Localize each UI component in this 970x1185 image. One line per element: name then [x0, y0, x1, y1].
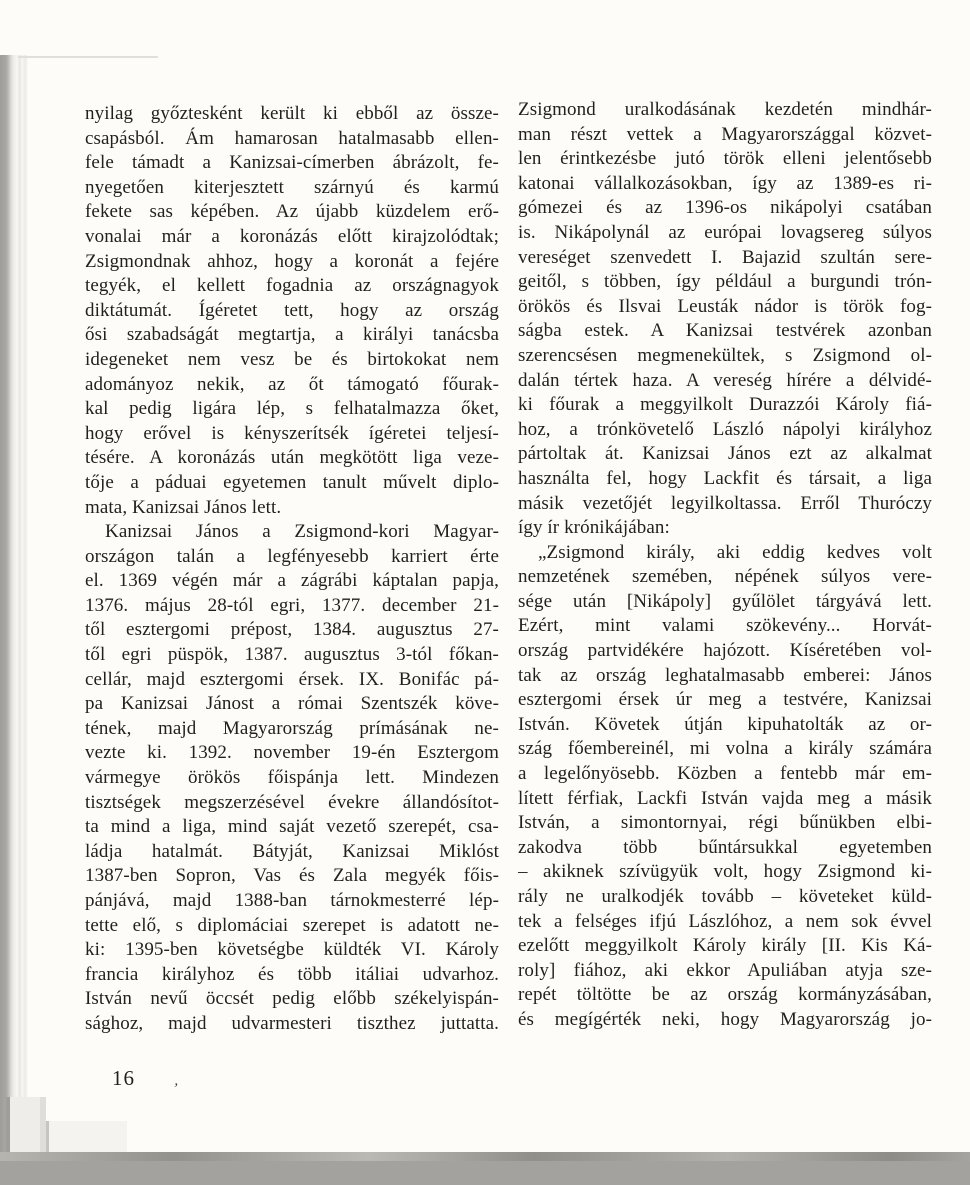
text-line: katonai vállalkozásokban, így az 1389-es ri- — [518, 172, 932, 194]
paragraph — [85, 520, 499, 1036]
page-number-value: 16 — [112, 1066, 135, 1090]
text-line: zakodva több bűntársukkal egyetemben — [518, 836, 932, 858]
text-line: repét töltötte be az ország kormányzásában, — [518, 984, 932, 1006]
text-line: hogy erővel is kényszerítsék ígéretei teljesí- — [85, 422, 499, 444]
text-line: ősi szabadságát megtartja, a királyi tanácsba — [85, 324, 499, 346]
text-line: kal pedig ligára lép, s felhatalmazza őket, — [85, 398, 499, 420]
text-line: ki: 1395-ben követségbe küldték VI. Károly — [85, 939, 499, 961]
book-left-page-edges — [0, 55, 28, 1155]
text-line: ezelőtt meggyilkolt Károly király [II. Kis Ká- — [518, 935, 932, 957]
text-line: tette elő, s diplomáciai szerepet is adatott ne- — [85, 914, 499, 936]
page-number-ink-mark: , — [173, 1072, 182, 1090]
paragraph — [518, 98, 932, 541]
text-line: tének, majd Magyarország prímásának ne- — [85, 717, 499, 739]
text-line: man részt vettek a Magyarországgal közvet- — [518, 123, 932, 145]
text-line: ta mind a liga, mind saját vezető szerepét, csa- — [85, 816, 499, 838]
text-line: másik vezetőjét legyilkoltassa. Erről Thuróczy — [518, 492, 932, 514]
text-line: fekete sas képében. Az újabb küzdelem erő- — [85, 201, 499, 223]
text-line: pa Kanizsai Jánost a római Szentszék köve- — [85, 693, 499, 715]
paragraph — [85, 102, 499, 520]
text-line: cellár, majd esztergomi érsek. IX. Bonifác pá- — [85, 668, 499, 690]
text-line: gómezei és az 1396-os nikápolyi csatában — [518, 197, 932, 219]
text-line: tésére. A koronázás után megkötött liga veze- — [85, 447, 499, 469]
text-line: tisztségek megszerzésével évekre állandósítot- — [85, 791, 499, 813]
text-line: szág főembereinél, mi volna a király számára — [518, 738, 932, 760]
page-bottom-edge — [0, 1152, 970, 1161]
text-line: István, a simontornyai, régi bűnükben elbi- — [518, 812, 932, 834]
text-line: tak az ország leghatalmasabb emberei: János — [518, 664, 932, 686]
text-line: adományoz nekik, az őt támogató főurak- — [85, 373, 499, 395]
text-line: rály ne uralkodjék tovább – követeket küld- — [518, 886, 932, 907]
text-line: Kanizsai János a Zsigmond-kori Magyar- — [105, 521, 499, 543]
text-line: diktátumát. Ígéretet tett, hogy az ország — [85, 299, 499, 321]
text-line: István nevű öccsét pedig előbb székelyispán- — [85, 988, 499, 1010]
text-line: Zsigmond uralkodásának kezdetén mindhár- — [518, 99, 932, 120]
text-line: ki főurak a meggyilkolt Durazzói Károly fiá- — [518, 394, 932, 416]
text-line: pártoltak át. Kanizsai János ezt az alkalmat — [518, 443, 932, 465]
text-line: szerencsésen megmenekültek, s Zsigmond ol- — [518, 344, 932, 366]
text-line: ország partvidékére hajózott. Kíséretében vol- — [518, 640, 932, 662]
text-line: fele támadt a Kanizsai-címerben ábrázolt, fe- — [85, 152, 499, 174]
text-line: tek a felséges ifjú Lászlóhoz, a nem sok évvel — [518, 910, 932, 932]
text-line: ságba estek. A Kanizsai testvérek azonban — [518, 320, 932, 342]
text-line: országon talán a legfényesebb karriert érte — [85, 545, 499, 567]
text-line: 1387-ben Sopron, Vas és Zala megyék főis- — [85, 865, 499, 887]
text-column-left — [85, 102, 499, 1037]
text-line: vezte ki. 1392. november 19-én Esztergom — [85, 742, 499, 764]
text-line: vonalai már a koronázás előtt kirajzolódtak; — [85, 225, 499, 247]
text-line: pánjává, majd 1388-ban tárnokmesterré lép- — [85, 890, 499, 911]
text-line: vereséget szenvedett I. Bajazid szultán sere- — [518, 246, 932, 268]
text-line: használta fel, hogy Lackfit és társait, a liga — [518, 467, 932, 489]
text-line: től egri püspök, 1387. augusztus 3-tól főkan- — [85, 644, 499, 666]
text-line: roly] fiához, aki ekkor Apuliában atyja sze- — [518, 959, 932, 981]
text-line: 1376. május 28-tól egri, 1377. december 21- — [85, 594, 499, 616]
text-line: „Zsigmond király, aki eddig kedves volt — [538, 541, 932, 563]
text-line: ládja hatalmát. Bátyját, Kanizsai Miklóst — [85, 840, 499, 862]
text-line: idegeneket nem vesz be és birtokokat nem — [85, 348, 499, 370]
text-line: francia királyhoz és több itáliai udvarhoz. — [85, 963, 499, 985]
text-line: geitől, s többen, így például a burgundi trón- — [518, 271, 932, 293]
page-number — [112, 1066, 180, 1091]
text-line: mata, Kanizsai János lett. — [85, 496, 282, 518]
text-line: Ezért, mint valami szökevény... Horvát- — [518, 615, 932, 637]
table-surface — [0, 1161, 970, 1185]
text-line: lített férfiak, Lackfi István vajda meg a másik — [518, 787, 932, 809]
text-line: hoz, a trónkövetelő László nápolyi királyhoz — [518, 418, 932, 440]
text-line: Zsigmondnak ahhoz, hogy a koronát a fejére — [85, 250, 499, 272]
text-line: el. 1369 végén már a zágrábi káptalan papja, — [85, 570, 499, 592]
text-line: tegyék, el kellett fogadnia az országnagyok — [85, 275, 499, 297]
text-line: a legelőnyösebb. Közben a fentebb már em- — [518, 763, 932, 785]
text-column-right — [518, 98, 932, 1033]
text-line: így ír krónikájában: — [518, 517, 670, 539]
text-line: csapásból. Ám hamarosan hatalmasabb ellen- — [85, 127, 499, 149]
text-line: és megígérték neki, hogy Magyarország jo- — [518, 1008, 932, 1030]
text-line: esztergomi érsek úr meg a testvére, Kanizsai — [518, 689, 932, 711]
text-line: nemzetének szemében, népének súlyos vere- — [518, 566, 932, 588]
text-line: nyilag győztesként került ki ebből az össze- — [85, 103, 499, 124]
text-line: sághoz, majd udvarmesteri tiszthez juttatta. — [85, 1012, 499, 1034]
text-line: től esztergomi prépost, 1384. augusztus 27- — [85, 619, 499, 641]
text-line: is. Nikápolynál az európai lovagsereg súlyos — [518, 221, 932, 243]
text-line: örökös és Ilsvai Leusták nádor is török fog- — [518, 295, 932, 317]
text-line: tője a páduai egyetemen tanult művelt diplo- — [85, 471, 499, 493]
paragraph — [518, 541, 932, 1033]
text-line: nyegetően kiterjesztett szárnyú és karmú — [85, 176, 499, 198]
text-line: len érintkezésbe jutó török elleni jelentősebb — [518, 148, 932, 170]
text-line: István. Követek útján kipuhatolták az or- — [518, 713, 932, 735]
text-line: dalán tértek haza. A vereség hírére a délvidé- — [518, 369, 932, 391]
page-top-edge — [18, 56, 158, 58]
text-line: – akiknek szívügyük volt, hogy Zsigmond ki- — [518, 861, 932, 883]
text-line: sége után [Nikápoly] gyűlölet tárgyává lett. — [518, 590, 932, 612]
text-line: vármegye örökös főispánja lett. Mindezen — [85, 767, 499, 789]
